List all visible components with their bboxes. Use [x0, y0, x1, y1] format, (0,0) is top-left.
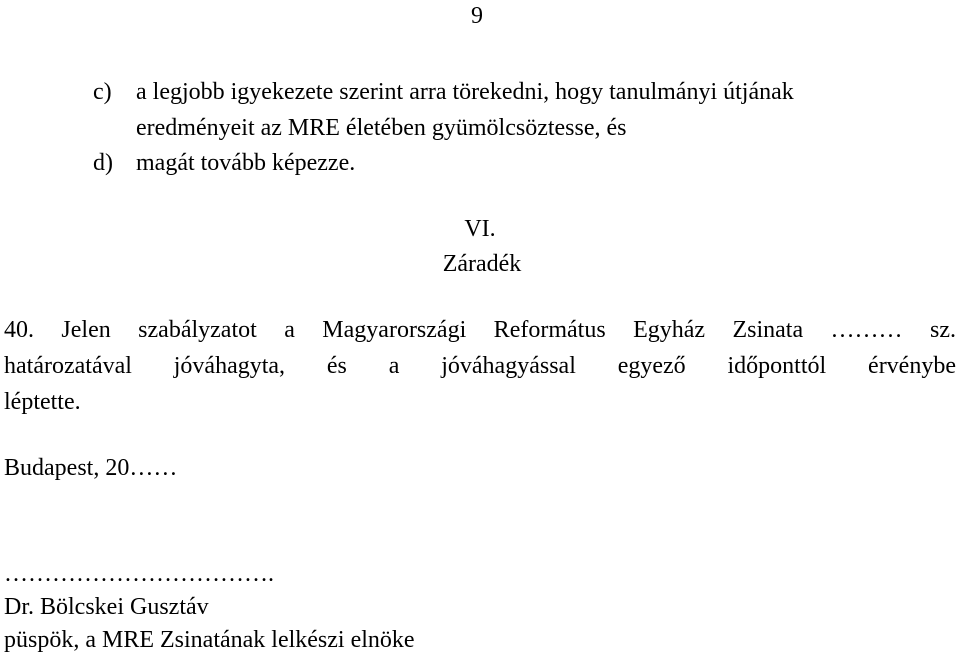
- list-item-c-label: c): [93, 79, 112, 105]
- section-title: Záradék: [442, 251, 522, 277]
- paragraph-line-1: 40. Jelen szabályzatot a Magyarországi Református Egyház Zsinata ……… sz.: [4, 317, 956, 343]
- place-date: Budapest, 20……: [4, 455, 178, 481]
- page-number: 9: [471, 3, 483, 29]
- signer-name: Dr. Bölcskei Gusztáv: [4, 594, 209, 620]
- list-item-c-text-line1: a legjobb igyekezete szerint arra törekedni, hogy tanulmányi útjának: [136, 79, 794, 105]
- list-item-d-text: magát tovább képezze.: [136, 150, 356, 176]
- list-item-d-label: d): [93, 150, 113, 176]
- list-item-c-text-line2: eredményeit az MRE életében gyümölcsöztesse, és: [136, 115, 627, 141]
- signer-title: püspök, a MRE Zsinatának lelkészi elnöke: [4, 627, 415, 653]
- paragraph-line-3: léptette.: [4, 389, 81, 415]
- signature-dotted-line: …………………………….: [4, 561, 274, 587]
- section-number: VI.: [464, 216, 496, 242]
- paragraph-line-2: határozatával jóváhagyta, és a jóváhagyással egyező időponttól érvénybe: [4, 353, 956, 379]
